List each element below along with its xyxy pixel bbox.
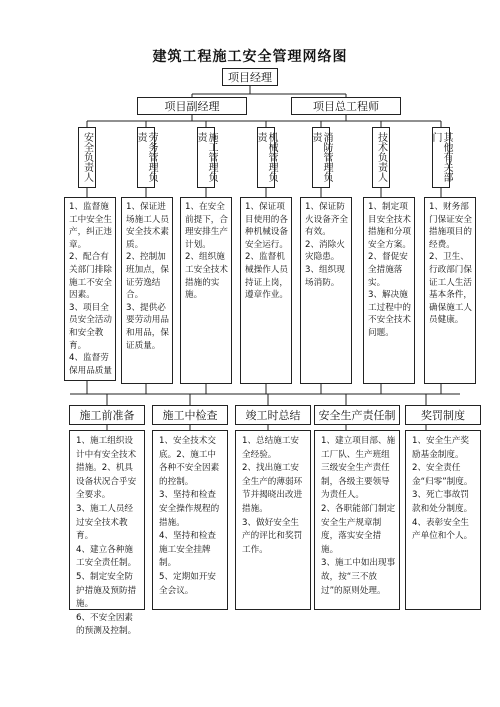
duty-item: 1、保证防火设备齐全有效。 <box>305 202 348 238</box>
project-manager-label: 项目经理 <box>228 71 272 84</box>
duty-item: 2、监督机械操作人员持证上岗，遵章作业。 <box>245 252 288 301</box>
dept-fire-duties <box>300 197 352 384</box>
dept-safety-box <box>78 127 96 188</box>
dept-other-duties <box>424 197 476 384</box>
category-during-construction <box>152 405 228 425</box>
dept-safety-duties <box>64 197 116 381</box>
deputy-manager-label: 项目副经理 <box>164 100 220 113</box>
category-label: 奖罚制度 <box>421 409 465 422</box>
category-responsibility <box>314 405 400 425</box>
detail-item: 3、施工人员经过安全技术教育。 <box>76 503 134 542</box>
detail-item: 2、各职能部门制定安全生产规章制度，落实安全措施。 <box>321 503 396 555</box>
detail-item: 3、做好安全生产的评比和奖罚工作。 <box>242 517 303 555</box>
dept-labor-label: 劳务管理负责 <box>135 132 157 182</box>
dept-fire-label: 消防管理负责 <box>310 132 332 182</box>
duty-item: 1、财务部门保证安全措施项目的经费。 <box>429 202 472 250</box>
category-label: 竣工时总结 <box>245 409 301 422</box>
duty-item: 3、解决施工过程中的不安全技术问题。 <box>368 290 411 338</box>
detail-item: 1、安全生产奖励基金制度。 <box>412 436 470 460</box>
detail-item: 1、安全技术交底。2、施工中各种不安全因素的控制。 <box>159 436 220 487</box>
detail-item: 5、定期如开安全会议。 <box>159 571 217 596</box>
duty-item: 2、消除火灾隐患。 <box>305 239 345 263</box>
detail-during-construction <box>152 430 228 610</box>
detail-item: 5、制定安全防护措施及预防措施。 <box>76 571 137 610</box>
duty-item: 3、提供必要劳动用品和用品，保证质量。 <box>126 302 169 351</box>
detail-item: 2、找出施工安全生产的薄弱环节并揭晓出改进措施。 <box>242 463 303 514</box>
duty-item: 1、监督施工中安全生产，纠正违章。 <box>69 202 112 250</box>
detail-item: 3、坚持和检查安全操作规程的措施。 <box>159 490 220 528</box>
detail-rewards-penalties <box>405 430 481 610</box>
dept-machinery-duties <box>240 197 292 384</box>
category-completion-summary <box>235 405 311 425</box>
detail-item: 1、总结施工安全经验。 <box>242 436 300 460</box>
category-label: 施工中检查 <box>162 409 218 422</box>
category-pre-construction <box>69 405 145 425</box>
duty-item: 2、配合有关部门排除施工不安全因素。 <box>69 252 112 301</box>
chief-engineer-label: 项目总工程师 <box>313 100 379 113</box>
detail-pre-construction <box>69 430 145 637</box>
dept-fire-box <box>312 127 330 188</box>
diagram-title: 建筑工程施工安全管理网络图 <box>152 49 348 65</box>
project-manager-box <box>222 68 278 86</box>
duty-item: 2、卫生、行政部门保证工人生活基本条件，确保施工人员健康。 <box>429 252 472 326</box>
duty-item: 2、组织施工安全技术措施的实施。 <box>185 252 228 301</box>
duty-item: 1、在安全前提下，合理安排生产计划。 <box>185 202 228 250</box>
detail-responsibility <box>314 430 400 610</box>
detail-item: 2、安全责任金“归零”制度。 <box>412 463 473 487</box>
detail-item: 3、施工中如出现事故，按“三不放过”的原则处理。 <box>321 558 396 596</box>
dept-technical-label: 技术负责人 <box>375 132 387 182</box>
dept-technical-box <box>372 127 390 188</box>
detail-completion-summary <box>235 430 311 610</box>
dept-other-box <box>432 127 450 188</box>
detail-item: 4、表彰安全生产单位和个人。 <box>412 517 473 542</box>
duty-item: 3、组织现场消防。 <box>305 264 345 288</box>
dept-safety-label: 安全负责人 <box>81 132 93 182</box>
chief-engineer-box <box>291 97 401 115</box>
dept-machinery-box <box>257 127 275 188</box>
duty-item: 3、项目全员安全活动和安全教育。 <box>69 302 112 351</box>
duty-item: 2、控制加班加点，保证劳逸结合。 <box>126 252 169 301</box>
duty-item: 2、督促安全措施落实。 <box>368 252 408 288</box>
category-label: 安全生产责任制 <box>318 409 396 422</box>
deputy-manager-box <box>137 97 247 115</box>
dept-technical-duties <box>363 197 415 384</box>
duty-item: 1、保证项目使用的各种机械设备安全运行。 <box>245 202 288 250</box>
dept-construction-box <box>197 127 215 188</box>
detail-item: 4、坚持和检查施工安全挂牌制。 <box>159 531 217 569</box>
duty-item: 1、制定项目安全技术措施和分项安全方案。 <box>368 202 411 250</box>
dept-machinery-label: 机械管理负责 <box>255 132 277 182</box>
dept-other-label: 其他有关部门 <box>430 132 452 182</box>
dept-labor-duties <box>121 197 173 384</box>
dept-construction-duties <box>180 197 232 384</box>
duty-item: 4、监督劳保用品质量 <box>69 353 112 376</box>
dept-construction-label: 施工管理负责 <box>195 132 217 182</box>
category-rewards-penalties <box>405 405 481 425</box>
detail-item: 1、建立项目部、施工厂队、生产班组三级安全生产责任制，各级主要领导为责任人。 <box>321 436 396 501</box>
category-label: 施工前准备 <box>79 409 135 422</box>
duty-item: 1、保证进场施工人员安全技术素质。 <box>126 202 169 250</box>
dept-labor-box <box>137 127 155 188</box>
detail-item: 4、建立各种施工安全责任制。 <box>76 544 137 569</box>
detail-item: 3、死亡事故罚款和处分制度。 <box>412 490 473 514</box>
detail-item: 1、施工组织设计中有安全技术措施。2、机具设备状况合乎安全要求。 <box>76 436 137 501</box>
detail-item: 6、不安全因素的预测及控制。 <box>76 612 137 637</box>
